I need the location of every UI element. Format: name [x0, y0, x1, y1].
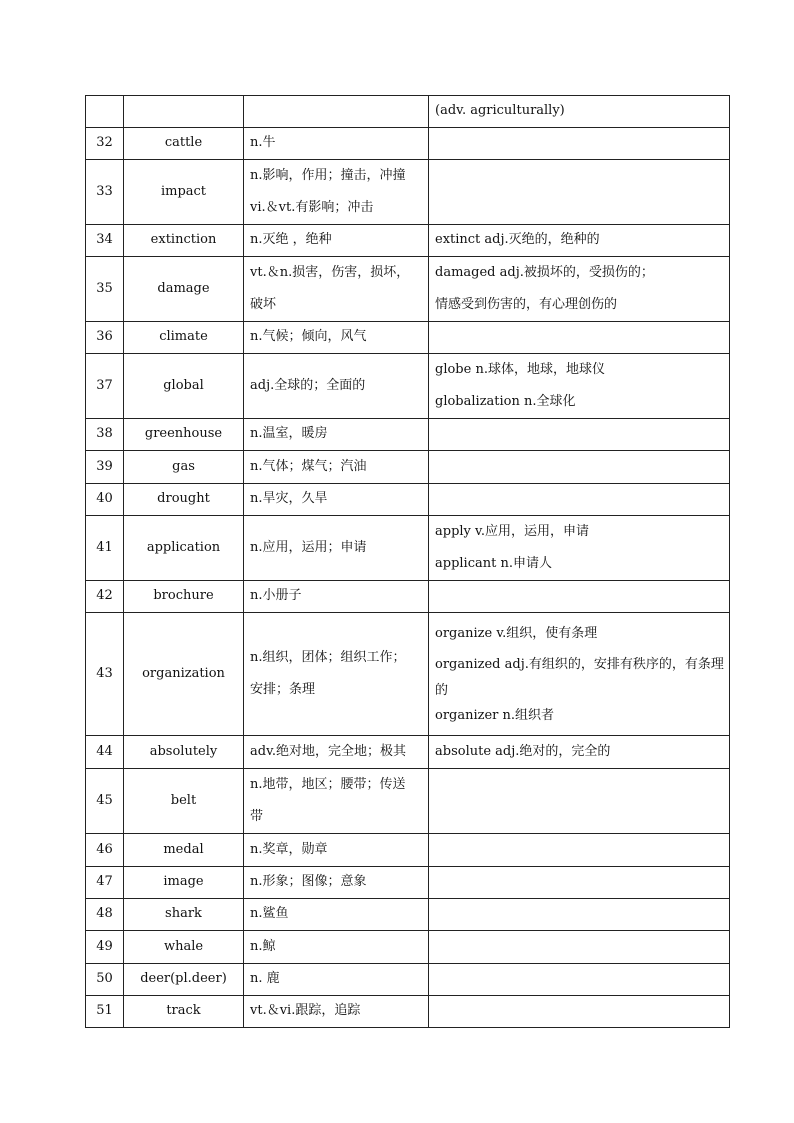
note-line: organized adj.有组织的，安排有秩序的，有条理 — [435, 657, 724, 672]
note-line: (adv. agriculturally) — [435, 103, 565, 119]
notes-cell — [429, 581, 730, 613]
meaning-cell — [244, 964, 429, 996]
note-line: globe n.球体，地球，地球仪 — [435, 362, 605, 377]
notes-cell — [429, 867, 730, 899]
table-row — [86, 931, 730, 964]
table-row — [86, 867, 730, 899]
note-line: 情感受到伤害的，有心理创伤的 — [435, 297, 618, 312]
notes-cell — [429, 322, 730, 354]
word-cell: gas — [124, 451, 244, 484]
table-row — [86, 996, 730, 1028]
meaning-line: n.鲸 — [250, 938, 276, 954]
row-number: 48 — [86, 899, 124, 931]
notes-cell — [429, 964, 730, 996]
meaning-line: n.形象；图像；意象 — [250, 874, 367, 890]
notes-cell — [429, 128, 730, 160]
notes-cell — [429, 451, 730, 484]
row-number: 33 — [86, 160, 124, 225]
word-cell: impact — [124, 160, 244, 225]
note-line: organize v.组织，使有条理 — [435, 626, 598, 641]
notes-cell — [429, 996, 730, 1028]
word-cell: absolutely — [124, 736, 244, 769]
meaning-line: vi.＆vt.有影响；冲击 — [250, 200, 374, 215]
notes-cell — [429, 257, 730, 322]
table-row — [86, 964, 730, 996]
vocabulary-table — [85, 95, 730, 1028]
word-cell: extinction — [124, 225, 244, 257]
word-cell: climate — [124, 322, 244, 354]
meaning-cell — [244, 996, 429, 1028]
notes-cell — [429, 931, 730, 964]
row-number: 37 — [86, 354, 124, 419]
meaning-line: n.气候；倾向，风气 — [250, 329, 367, 345]
notes-cell — [429, 160, 730, 225]
meaning-line: 破坏 — [250, 297, 277, 312]
word-cell: belt — [124, 769, 244, 834]
table-row — [86, 834, 730, 867]
word-cell: whale — [124, 931, 244, 964]
row-number: 39 — [86, 451, 124, 484]
meaning-line: n.牛 — [250, 135, 276, 151]
meaning-cell — [244, 128, 429, 160]
row-number: 50 — [86, 964, 124, 996]
row-number: 49 — [86, 931, 124, 964]
table-row — [86, 322, 730, 354]
note-line: extinct adj.灭绝的，绝种的 — [435, 232, 600, 248]
meaning-line: n.气体；煤气；汽油 — [250, 458, 367, 474]
note-line: globalization n.全球化 — [435, 394, 576, 409]
note-line: damaged adj.被损坏的，受损伤的； — [435, 265, 654, 280]
table-row — [86, 613, 730, 736]
meaning-cell — [244, 516, 429, 581]
notes-cell — [429, 899, 730, 931]
table-row — [86, 484, 730, 516]
meaning-line: vt.＆n.损害，伤害，损坏， — [250, 265, 410, 280]
vocabulary-table-body — [86, 96, 730, 1028]
row-number: 47 — [86, 867, 124, 899]
note-line: absolute adj.绝对的，完全的 — [435, 743, 611, 759]
meaning-cell — [244, 613, 429, 736]
notes-cell — [429, 225, 730, 257]
word-cell: medal — [124, 834, 244, 867]
row-number — [86, 96, 124, 128]
table-row — [86, 451, 730, 484]
table-row — [86, 899, 730, 931]
table-row — [86, 769, 730, 834]
word-cell: greenhouse — [124, 419, 244, 451]
meaning-cell — [244, 160, 429, 225]
notes-cell — [429, 354, 730, 419]
row-number: 36 — [86, 322, 124, 354]
meaning-line: 安排；条理 — [250, 682, 316, 697]
word-cell — [124, 96, 244, 128]
word-cell: cattle — [124, 128, 244, 160]
meaning-cell — [244, 867, 429, 899]
table-row — [86, 257, 730, 322]
table-row — [86, 96, 730, 128]
meaning-cell — [244, 322, 429, 354]
table-row — [86, 581, 730, 613]
notes-cell — [429, 769, 730, 834]
meaning-cell — [244, 225, 429, 257]
meaning-line: vt.＆vi.跟踪，追踪 — [250, 1003, 361, 1019]
word-cell: track — [124, 996, 244, 1028]
row-number: 44 — [86, 736, 124, 769]
row-number: 46 — [86, 834, 124, 867]
row-number: 35 — [86, 257, 124, 322]
notes-cell — [429, 736, 730, 769]
notes-cell — [429, 834, 730, 867]
row-number: 40 — [86, 484, 124, 516]
table-row — [86, 516, 730, 581]
meaning-line: n.影响，作用；撞击，冲撞 — [250, 168, 406, 183]
row-number: 32 — [86, 128, 124, 160]
row-number: 34 — [86, 225, 124, 257]
meaning-line: n.温室，暖房 — [250, 426, 328, 442]
row-number: 38 — [86, 419, 124, 451]
meaning-cell — [244, 931, 429, 964]
meaning-cell — [244, 769, 429, 834]
word-cell: shark — [124, 899, 244, 931]
table-row — [86, 354, 730, 419]
row-number: 45 — [86, 769, 124, 834]
meaning-line: adj.全球的；全面的 — [250, 377, 366, 393]
note-line: organizer n.组织者 — [435, 708, 555, 723]
meaning-line: n. 鹿 — [250, 971, 280, 987]
word-cell: application — [124, 516, 244, 581]
note-line: apply v.应用，运用，申请 — [435, 524, 589, 539]
word-cell: brochure — [124, 581, 244, 613]
meaning-cell — [244, 451, 429, 484]
word-cell: organization — [124, 613, 244, 736]
notes-cell — [429, 516, 730, 581]
table-row — [86, 419, 730, 451]
row-number: 43 — [86, 613, 124, 736]
meaning-cell — [244, 96, 429, 128]
meaning-line: n.地带，地区；腰带；传送 — [250, 777, 406, 792]
meaning-cell — [244, 899, 429, 931]
meaning-cell — [244, 834, 429, 867]
row-number: 41 — [86, 516, 124, 581]
row-number: 42 — [86, 581, 124, 613]
word-cell: image — [124, 867, 244, 899]
meaning-cell — [244, 419, 429, 451]
word-cell: global — [124, 354, 244, 419]
meaning-line: n.奖章，勋章 — [250, 841, 328, 857]
table-row — [86, 128, 730, 160]
notes-cell — [429, 484, 730, 516]
notes-cell — [429, 419, 730, 451]
table-row — [86, 736, 730, 769]
word-cell: deer(pl.deer) — [124, 964, 244, 996]
notes-cell — [429, 96, 730, 128]
row-number: 51 — [86, 996, 124, 1028]
meaning-cell — [244, 484, 429, 516]
meaning-line: n.灭绝 ，绝种 — [250, 232, 332, 248]
word-cell: damage — [124, 257, 244, 322]
meaning-line: n.鲨鱼 — [250, 906, 289, 922]
meaning-cell — [244, 257, 429, 322]
meaning-line: adv.绝对地，完全地；极其 — [250, 743, 407, 759]
note-line: 的 — [435, 683, 449, 698]
meaning-line: n.小册子 — [250, 588, 302, 604]
meaning-cell — [244, 581, 429, 613]
notes-cell — [429, 613, 730, 736]
table-row — [86, 160, 730, 225]
meaning-line: n.组织，团体；组织工作； — [250, 650, 406, 665]
table-row — [86, 225, 730, 257]
meaning-cell — [244, 354, 429, 419]
meaning-line: n.应用，运用；申请 — [250, 539, 367, 555]
meaning-line: 带 — [250, 809, 264, 824]
meaning-cell — [244, 736, 429, 769]
note-line: applicant n.申请人 — [435, 556, 552, 571]
meaning-line: n.旱灾，久旱 — [250, 491, 328, 507]
word-cell: drought — [124, 484, 244, 516]
